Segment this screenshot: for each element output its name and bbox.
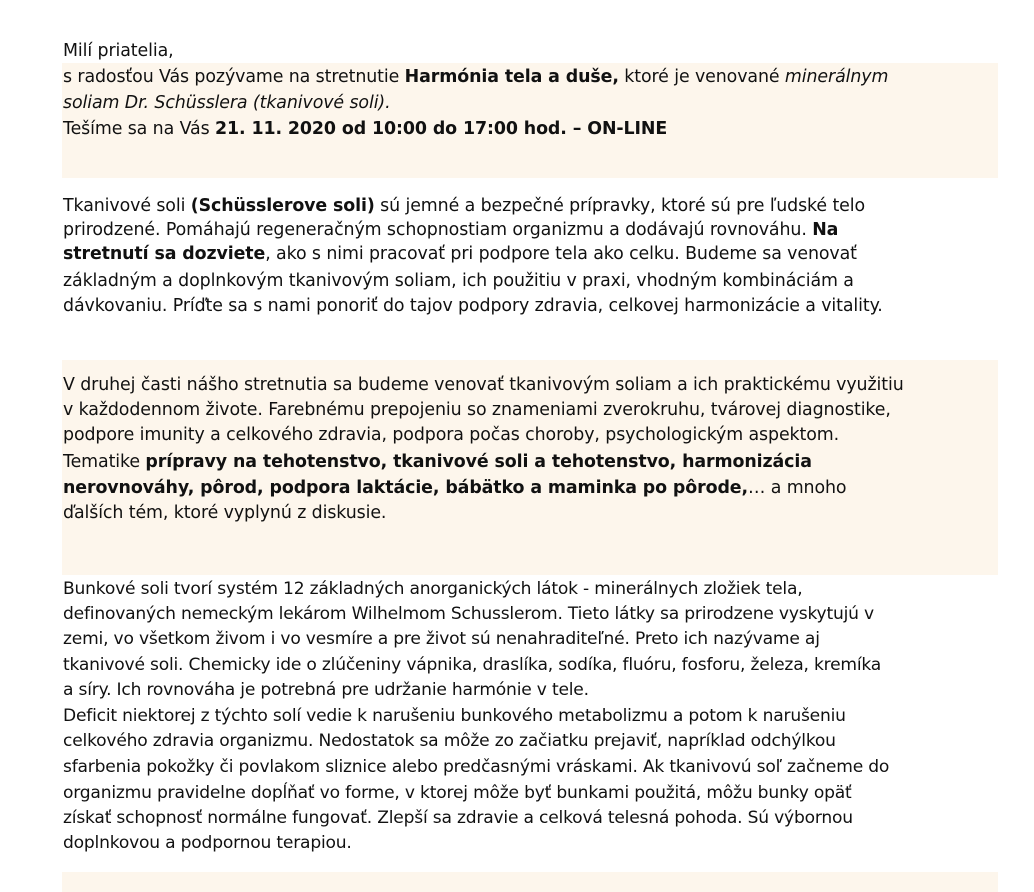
p3-line-11 [63, 832, 352, 855]
p3-line-4 [63, 654, 881, 677]
p2-text: v každodennom živote. Farebnému prepojeniu so znameniami zverokruhu, tvárovej diagnostike, [63, 400, 891, 420]
p1-line-5 [63, 295, 883, 318]
p1-text: dávkovaniu. Príďte sa s nami ponoriť do tajov podpory zdravia, celkovej harmonizácie a vitality. [63, 296, 883, 316]
p1-text: sú jemné a bezpečné prípravky, ktoré sú pre ľudské telo [374, 196, 866, 216]
p1-bold: (Schüsslerove soli) [190, 196, 375, 216]
intro-line-1 [63, 66, 888, 89]
p3-line-7 [63, 730, 836, 753]
p1-text: Tkanivové soli [63, 196, 191, 216]
event-name: Harmónia tela a duše, [404, 67, 619, 87]
p2-text: podpore imunity a celkového zdravia, podpora počas choroby, psychologickým aspektom. [63, 425, 840, 445]
p2-line-3 [63, 424, 839, 447]
p3-line-8 [63, 756, 889, 779]
intro-line-2 [63, 92, 391, 115]
p3-text: tkanivové soli. Chemicky ide o zlúčeniny vápnika, draslíka, sodíka, fluóru, fosforu, železa, kremíka [63, 655, 882, 675]
p3-text: Bunkové soli tvorí systém 12 základných anorganických látok - minerálnych zložiek tela, [63, 579, 803, 599]
intro-italic: soliam Dr. Schüsslera (tkanivové soli). [63, 93, 391, 113]
p2-text: ďalších tém, ktoré vyplynú z diskusie. [63, 503, 387, 523]
greeting [63, 40, 174, 63]
p3-line-3 [63, 628, 820, 651]
p3-text: organizmu pravidelne dopĺňať vo forme, v ktorej môže byť bunkami použitá, môžu bunky opäť [63, 783, 852, 803]
p2-line-1 [63, 374, 904, 397]
p1-text: , ako s nimi pracovať pri podpore tela ako celku. Budeme sa venovať [265, 244, 857, 264]
p3-text: zemi, vo všetkom živom i vo vesmíre a pre život sú nenahraditeľné. Preto ich nazývame aj [63, 629, 820, 649]
event-datetime: 21. 11. 2020 od 10:00 do 17:00 hod. – ON-LINE [214, 119, 668, 139]
p2-line-6 [63, 502, 386, 525]
p3-text: definovaných nemeckým lekárom Wilhelmom Schusslerom. Tieto látky sa prirodzene vyskytujú v [63, 604, 874, 624]
p3-line-9 [63, 782, 852, 805]
p2-bold: nerovnováhy, pôrod, podpora laktácie, bábätko a maminka po pôrode, [63, 478, 748, 498]
p1-line-4 [63, 270, 854, 293]
p1-text: základným a doplnkovým tkanivovým soliam, ich použitiu v praxi, vhodným kombináciám a [63, 271, 854, 291]
intro-line-3 [63, 118, 667, 141]
p2-line-5 [63, 477, 846, 500]
p3-text: sfarbenia pokožky či povlakom sliznice alebo predčasnými vráskami. Ak tkanivovú soľ začneme do [63, 757, 890, 777]
greeting-text: Milí priatelia, [63, 41, 174, 61]
p3-line-5 [63, 679, 589, 702]
p1-bold: stretnutí sa dozviete [63, 244, 266, 264]
p3-text: a síry. Ich rovnováha je potrebná pre udržanie harmónie v tele. [63, 680, 589, 700]
p3-text: celkového zdravia organizmu. Nedostatok sa môže zo začiatku prejaviť, napríklad odchýlkou [63, 731, 836, 751]
p1-line-1 [63, 195, 865, 218]
p2-line-2 [63, 399, 891, 422]
p2-text: … a mnoho [748, 478, 847, 498]
intro-text: Tešíme sa na Vás [63, 119, 215, 139]
p1-line-3 [63, 243, 857, 266]
p3-text: doplnkovou a podpornou terapiou. [63, 833, 352, 853]
intro-text: s radosťou Vás pozývame na stretnutie [63, 67, 405, 87]
p2-bold: prípravy na tehotenstvo, tkanivové soli a tehotenstvo, harmonizácia [145, 452, 812, 472]
p3-line-2 [63, 603, 874, 626]
p3-line-10 [63, 807, 853, 830]
p3-line-6 [63, 705, 846, 728]
p2-line-4 [63, 451, 812, 474]
intro-italic: minerálnym [784, 67, 889, 87]
p2-text: V druhej časti nášho stretnutia sa budeme venovať tkanivovým soliam a ich praktickému využitiu [63, 375, 904, 395]
p2-text: Tematike [63, 452, 146, 472]
p3-text: získať schopnosť normálne fungovať. Zlepší sa zdravie a celková telesná pohoda. Sú výbornou [63, 808, 853, 828]
p1-line-2 [63, 219, 838, 242]
p1-text: prirodzené. Pomáhajú regeneračným schopnostiam organizmu a dodávajú rovnováhu. [63, 220, 813, 240]
p3-line-1 [63, 578, 802, 601]
p1-bold: Na [812, 220, 839, 240]
intro-text: ktoré je venované [618, 67, 785, 87]
section-band-footer [62, 872, 998, 892]
p3-text: Deficit niektorej z týchto solí vedie k narušeniu bunkového metabolizmu a potom k narušeniu [63, 706, 846, 726]
